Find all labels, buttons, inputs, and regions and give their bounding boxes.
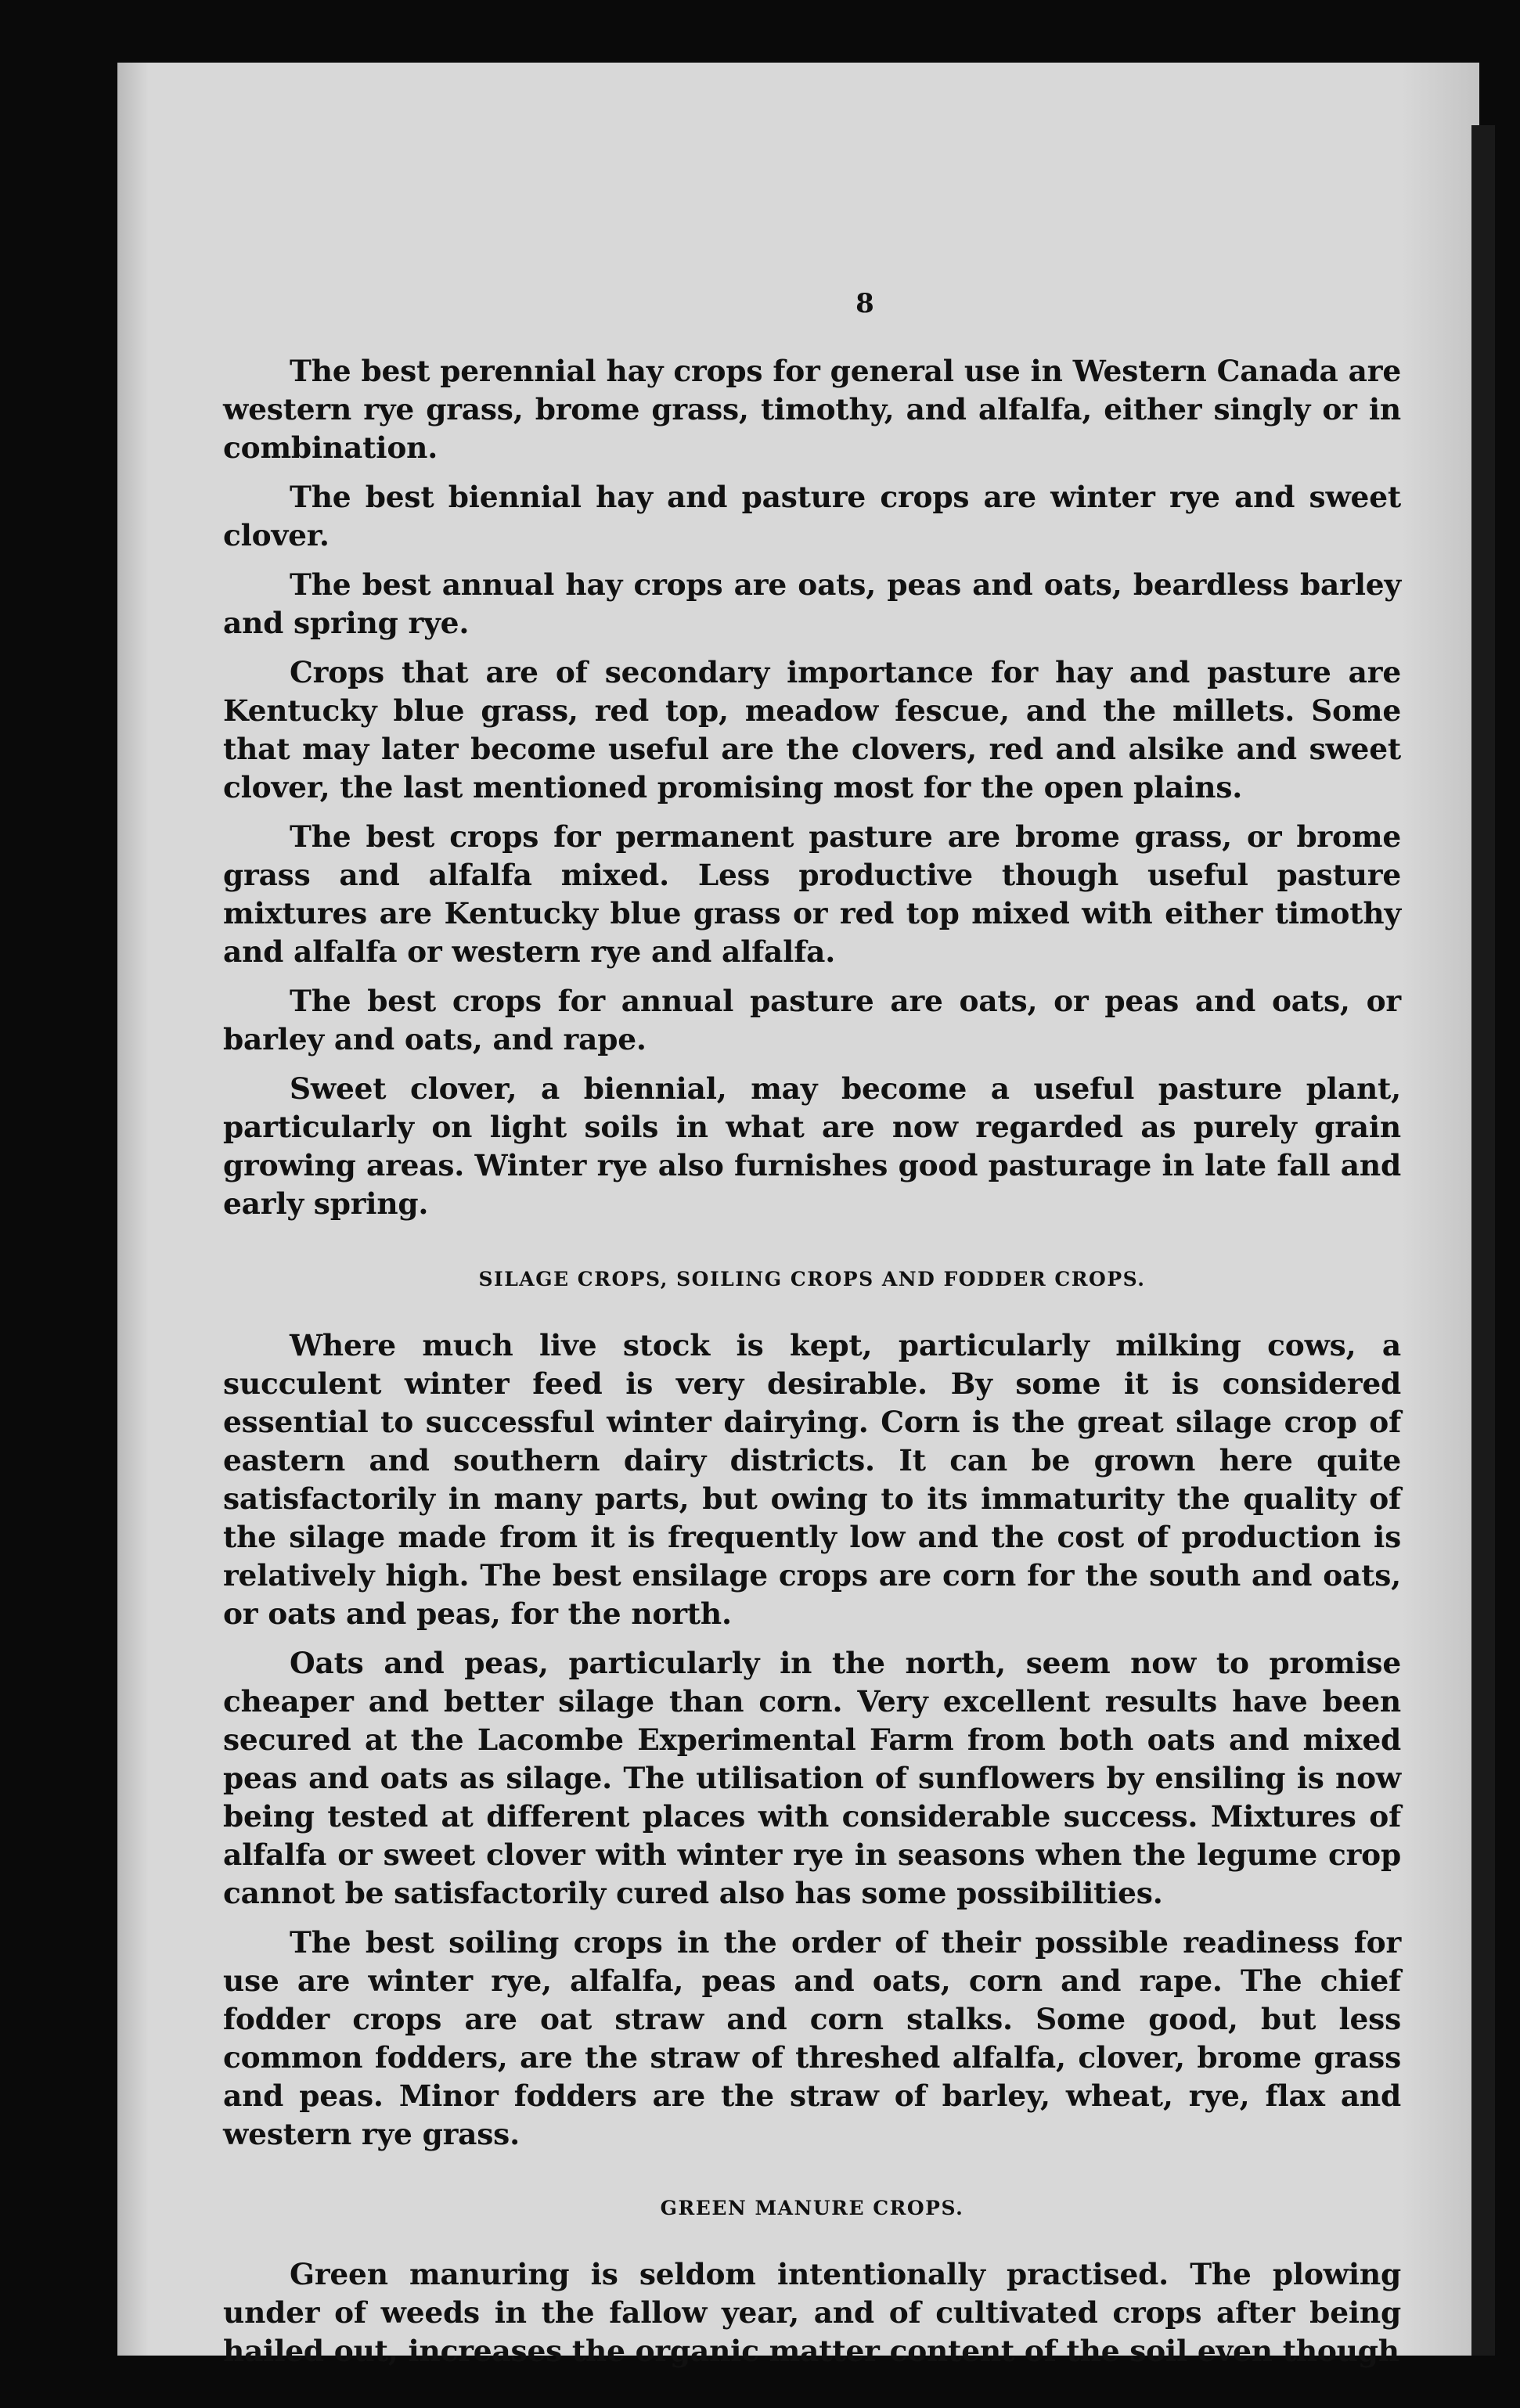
paragraph: Where much live stock is kept, particularly milking cows, a succulent winter feed is very desirable. By some it is considered essential to successful winter dairying. Corn is the great silage crop of eastern and southern dairy districts. It can be grown here quite satisfactorily in many parts, but owing to its immaturity the quality of the silage made from it is frequently low and the cost of production is relatively high. The best ensilage crops are corn for the south and oats, or oats and peas, for the north. xyxy=(223,1328,1401,1631)
paragraph: Sweet clover, a biennial, may become a useful pasture plant, particularly on light soils in what are now regarded as purely grain growing areas. Winter rye also furnishes good pasturage in late fall and early spring. xyxy=(223,1071,1401,1221)
page-body xyxy=(223,352,1401,2370)
paragraph: Green manuring is seldom intentionally practised. The plowing under of weeds in the fallow year, and of cultivated crops after being hailed out, increases the organic matter content of the soil even though xyxy=(223,2257,1401,2368)
paragraph: The best perennial hay crops for general use in Western Canada are western rye grass, brome grass, timothy, and alfalfa, either singly or in combination. xyxy=(223,354,1401,465)
page-number: 8 xyxy=(855,288,874,319)
section-heading-green-manure: GREEN MANURE CROPS. xyxy=(660,2197,964,2219)
paragraph: Crops that are of secondary importance for hay and pasture are Kentucky blue grass, red top, meadow fescue, and the millets. Some that may later become useful are the clovers, red and alsike and sweet clover, the last mentioned promising most for the open plains. xyxy=(223,655,1401,804)
paragraph: The best soiling crops in the order of their possible readiness for use are winter rye, alfalfa, peas and oats, corn and rape. The chief fodder crops are oat straw and corn stalks. Some good, but less common fodders, are the straw of threshed alfalfa, clover, brome grass and peas. Minor fodders are the straw of barley, wheat, rye, flax and western rye grass. xyxy=(223,1925,1401,2151)
paragraph: The best crops for permanent pasture are brome grass, or brome grass and alfalfa mixed. Less productive though useful pasture mixtures are Kentucky blue grass or red top mixed with either timothy and alfalfa or western rye and alfalfa. xyxy=(223,819,1401,969)
paragraph: The best crops for annual pasture are oats, or peas and oats, or barley and oats, and rape. xyxy=(223,984,1401,1056)
paragraph: The best biennial hay and pasture crops are winter rye and sweet clover. xyxy=(223,480,1401,553)
page-gutter xyxy=(1471,125,1495,2356)
paragraph: Oats and peas, particularly in the north, seem now to promise cheaper and better silage than corn. Very excellent results have been secured at the Lacombe Experimental Farm from both oats and mixed peas and oats as silage. The utilisation of sunflowers by ensiling is now being tested at different places with considerable success. Mixtures of alfalfa or sweet clover with winter rye in seasons when the legume crop cannot be satisfactorily cured also has some possibilities. xyxy=(223,1646,1401,1910)
section-heading-silage: SILAGE CROPS, SOILING CROPS AND FODDER CROPS. xyxy=(478,1268,1146,1290)
paragraph: The best annual hay crops are oats, peas and oats, beardless barley and spring rye. xyxy=(223,567,1401,640)
